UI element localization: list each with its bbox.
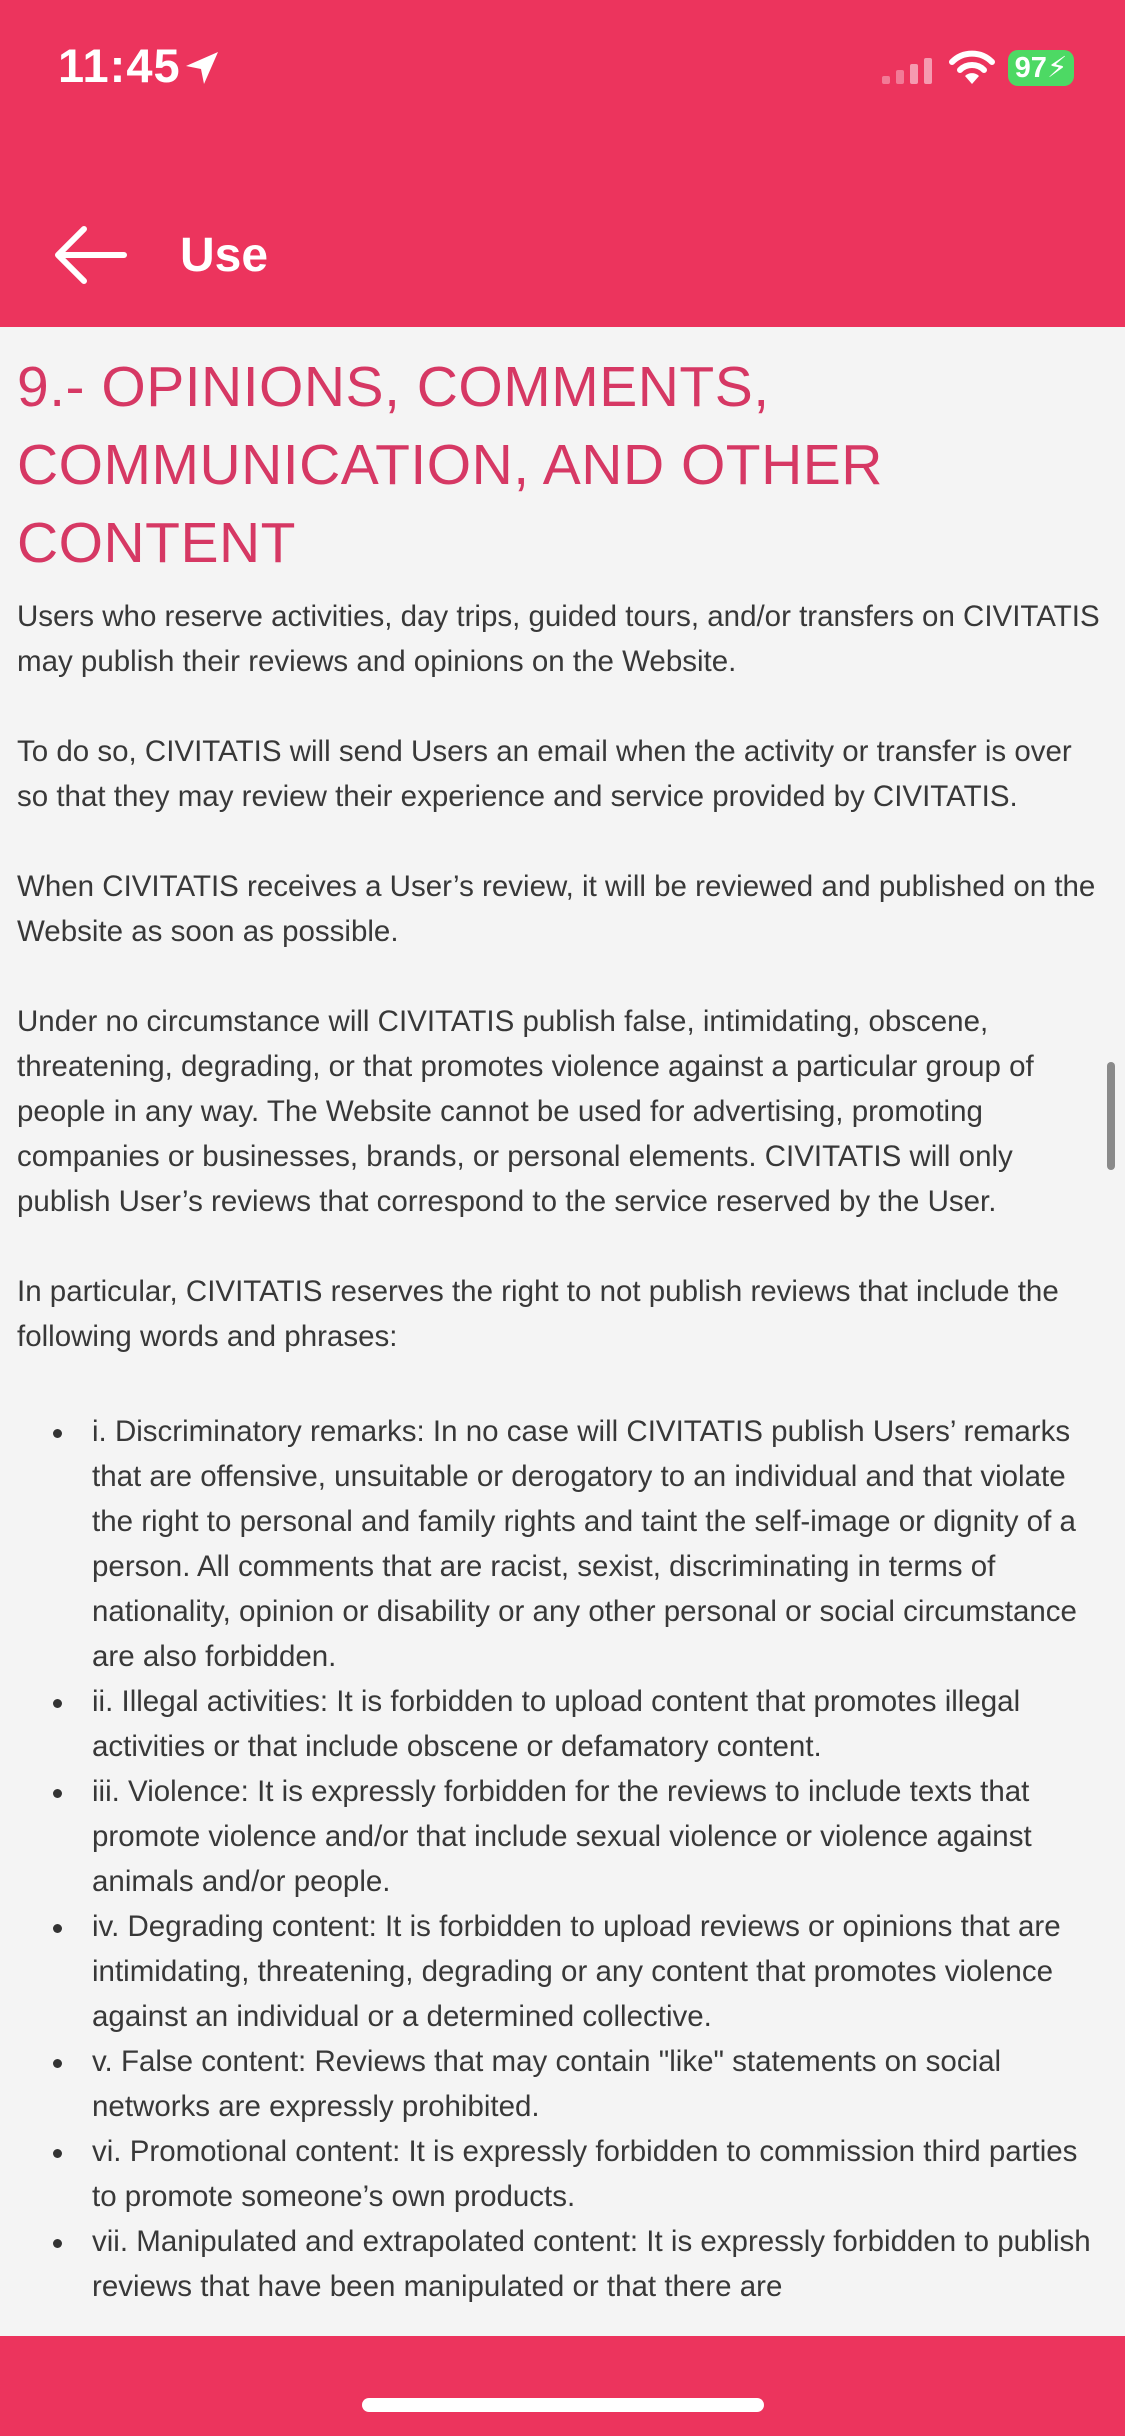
list-item: v. False content: Reviews that may contain "like" statements on social networks are expressly prohibited. [17,2039,1107,2129]
app-header [0,0,1125,327]
list-item: vii. Manipulated and extrapolated content: It is expressly forbidden to publish reviews that have been manipulated or that there are [17,2219,1107,2309]
charging-bolt-icon: ⚡ [1046,52,1068,84]
cellular-signal-icon [880,50,936,86]
paragraph: When CIVITATIS receives a User’s review, it will be reviewed and published on the Website as soon as possible. [17,870,1096,948]
status-time: 11:45 [58,39,181,92]
battery-level: 97 [1014,52,1047,84]
paragraph: Users who reserve activities, day trips, guided tours, and/or transfers on CIVITATIS may publish their reviews and opinions on the Website. [17,600,1100,678]
wifi-icon [948,48,996,88]
list-item: vi. Promotional content: It is expressly forbidden to commission third parties to promote someone’s own products. [17,2129,1107,2219]
paragraph: In particular, CIVITATIS reserves the right to not publish reviews that include the following words and phrases: [17,1275,1059,1353]
terms-content[interactable] [17,348,1107,2309]
section-heading: 9.- OPINIONS, COMMENTS, COMMUNICATION, AND OTHER CONTENT [17,355,883,575]
home-indicator[interactable] [362,2398,764,2412]
forbidden-content-list [17,1409,1107,2309]
list-item: i. Discriminatory remarks: In no case will CIVITATIS publish Users’ remarks that are offensive, unsuitable or derogatory to an individual and that violate the right to personal and family rights and taint the self-image or dignity of a person. All comments that are racist, sexist, discriminating in terms of nationality, opinion or disability or any other personal or social circumstance are also forbidden. [17,1409,1107,1679]
list-item: iv. Degrading content: It is forbidden to upload reviews or opinions that are intimidating, threatening, degrading or any content that promotes violence against an individual or a determined collective. [17,1904,1107,2039]
screen-title: Use [180,229,269,282]
back-button[interactable] [52,222,128,288]
list-item: iii. Violence: It is expressly forbidden for the reviews to include texts that promote violence and/or that include sexual violence or violence against animals and/or people. [17,1769,1107,1904]
location-arrow-icon [182,48,222,88]
paragraph: Under no circumstance will CIVITATIS publish false, intimidating, obscene, threatening, degrading, or that promotes violence against a particular group of people in any way. The Website cannot be used for advertising, promoting companies or businesses, brands, or personal elements. CIVITATIS will only publish User’s reviews that correspond to the service reserved by the User. [17,1005,1034,1218]
scrollbar[interactable] [1107,1062,1115,1170]
list-item: ii. Illegal activities: It is forbidden to upload content that promotes illegal activities or that include obscene or defamatory content. [17,1679,1107,1769]
paragraph: To do so, CIVITATIS will send Users an email when the activity or transfer is over so that they may review their experience and service provided by CIVITATIS. [17,735,1072,813]
battery-charging-icon [1008,50,1074,86]
arrow-left-icon [58,229,124,281]
bottom-bar [0,2336,1125,2436]
